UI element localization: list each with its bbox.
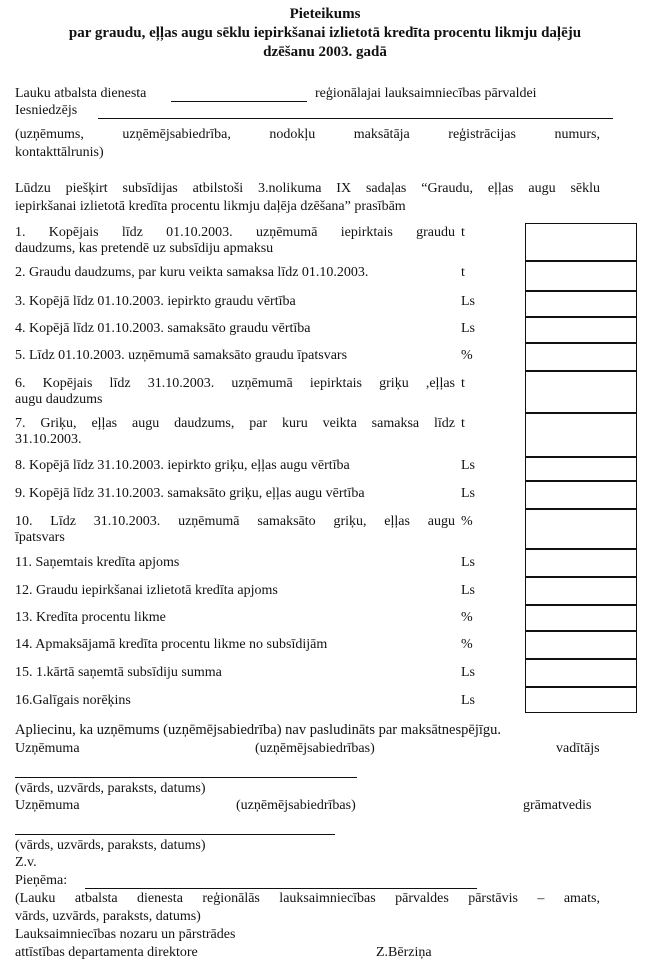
row-7-value-box[interactable] (525, 413, 637, 457)
accountant-label-3: grāmatvedis (523, 798, 592, 813)
row-8-value-box[interactable] (525, 457, 637, 481)
row-6: 6. Kopējais līdz 31.10.2003. uzņēmumā iepirktais griķu ,eļļas augu daudzums (15, 376, 455, 407)
accountant-signature-hint: (vārds, uzvārds, paraksts, datums) (15, 838, 206, 853)
row-11-unit: Ls (461, 555, 475, 570)
form-title: Pieteikums (289, 6, 361, 22)
row-16-unit: Ls (461, 693, 475, 708)
row-13: 13. Kredīta procentu likme (15, 610, 166, 625)
accountant-signature-field[interactable] (15, 834, 335, 835)
row-15-unit: Ls (461, 665, 475, 680)
row-5: 5. Līdz 01.10.2003. uzņēmumā samaksāto graudu īpatsvars (15, 348, 348, 363)
row-14-value-box[interactable] (525, 631, 637, 659)
row-12-value-box[interactable] (525, 577, 637, 605)
row-10-unit: % (461, 514, 473, 529)
applicant-label: Iesniedzējs (15, 103, 78, 118)
head-label-1: Uzņēmuma (15, 741, 80, 756)
row-5-unit: % (461, 348, 473, 363)
department-line-1: Lauksaimniecības nozaru un pārstrādes (15, 927, 236, 942)
row-9-value-box[interactable] (525, 481, 637, 509)
row-4-value-box[interactable] (525, 317, 637, 343)
office-suffix: reģionālajai lauksaimniecības pārvaldei (315, 86, 537, 101)
row-13-value-box[interactable] (525, 605, 637, 631)
applicant-hint-cont: kontakttālrunis) (15, 145, 104, 160)
row-10-value-box[interactable] (525, 509, 637, 549)
row-1-value-box[interactable] (525, 223, 637, 261)
head-label-3: vadītājs (556, 741, 600, 756)
head-signature-field[interactable] (15, 777, 357, 778)
row-11-value-box[interactable] (525, 549, 637, 577)
row-12: 12. Graudu iepirkšanai izlietotā kredīta apjoms (15, 583, 278, 598)
head-signature-hint: (vārds, uzvārds, paraksts, datums) (15, 781, 206, 796)
row-3-unit: Ls (461, 294, 475, 309)
accepted-hint-cont: vārds, uzvārds, paraksts, datums) (15, 909, 201, 924)
head-label-2: (uzņēmējsabiedrības) (255, 741, 375, 756)
row-15: 15. 1.kārtā saņemtā subsīdiju summa (15, 665, 222, 680)
row-16-value-box[interactable] (525, 687, 637, 713)
accepted-field[interactable] (85, 888, 477, 889)
request-text: Lūdzu piešķirt subsīdijas atbilstoši 3.nolikuma IX sadaļas “Graudu, eļļas augu sēklu (15, 181, 600, 196)
office-field[interactable] (171, 101, 307, 102)
row-2: 2. Graudu daudzums, par kuru veikta samaksa līdz 01.10.2003. (15, 265, 369, 280)
row-2-value-box[interactable] (525, 261, 637, 291)
row-14: 14. Apmaksājamā kredīta procentu likme no subsīdijām (15, 637, 328, 652)
accepted-label: Pieņēma: (15, 873, 68, 888)
row-13-unit: % (461, 610, 473, 625)
form-subtitle: par graudu, eļļas augu sēklu iepirkšanai izlietotā kredīta procentu likmju daļēju (68, 25, 582, 41)
accountant-label-2: (uzņēmējsabiedrības) (236, 798, 356, 813)
stamp-place: Z.v. (15, 855, 37, 870)
row-1: 1. Kopējais līdz 01.10.2003. uzņēmumā iepirktais graudu daudzums, kas pretendē uz subsīdiju apmaksu (15, 225, 455, 256)
row-11: 11. Saņemtais kredīta apjoms (15, 555, 180, 570)
row-6-value-box[interactable] (525, 371, 637, 413)
row-3-value-box[interactable] (525, 291, 637, 317)
accountant-label-1: Uzņēmuma (15, 798, 80, 813)
row-16: 16.Galīgais norēķins (15, 693, 131, 708)
row-4: 4. Kopējā līdz 01.10.2003. samaksāto graudu vērtība (15, 321, 311, 336)
row-14-unit: % (461, 637, 473, 652)
row-12-unit: Ls (461, 583, 475, 598)
row-2-unit: t (461, 265, 465, 280)
row-5-value-box[interactable] (525, 343, 637, 371)
row-9: 9. Kopējā līdz 31.10.2003. samaksāto griķu, eļļas augu vērtība (15, 486, 365, 501)
applicant-hint: (uzņēmums, uzņēmējsabiedrība, nodokļu maksātāja reģistrācijas numurs, (15, 127, 600, 142)
certification-text: Apliecinu, ka uzņēmums (uzņēmējsabiedrība) nav pasludināts par maksātnespējīgu. (15, 722, 502, 738)
row-8: 8. Kopējā līdz 31.10.2003. iepirkto griķu, eļļas augu vērtība (15, 458, 350, 473)
row-8-unit: Ls (461, 458, 475, 473)
row-6-unit: t (461, 376, 465, 391)
row-1-unit: t (461, 225, 465, 240)
row-10: 10. Līdz 31.10.2003. uzņēmumā samaksāto griķu, eļļas augu īpatsvars (15, 514, 455, 545)
row-15-value-box[interactable] (525, 659, 637, 687)
applicant-field[interactable] (98, 118, 613, 119)
form-subtitle-year: dzēšanu 2003. gadā (263, 44, 387, 60)
department-line-2: attīstības departamenta direktore (15, 945, 198, 960)
row-7: 7. Griķu, eļļas augu daudzums, par kuru veikta samaksa līdz 31.10.2003. (15, 416, 455, 447)
request-text-cont: iepirkšanai izlietotā kredīta procentu likmju daļēja dzēšana” prasībām (15, 199, 406, 214)
director-name: Z.Bērziņa (376, 945, 432, 960)
accepted-hint: (Lauku atbalsta dienesta reģionālās lauksaimniecības pārvaldes pārstāvis – amats, (15, 891, 600, 906)
row-7-unit: t (461, 416, 465, 431)
row-9-unit: Ls (461, 486, 475, 501)
office-label: Lauku atbalsta dienesta (15, 86, 147, 101)
row-3: 3. Kopējā līdz 01.10.2003. iepirkto graudu vērtība (15, 294, 296, 309)
row-4-unit: Ls (461, 321, 475, 336)
